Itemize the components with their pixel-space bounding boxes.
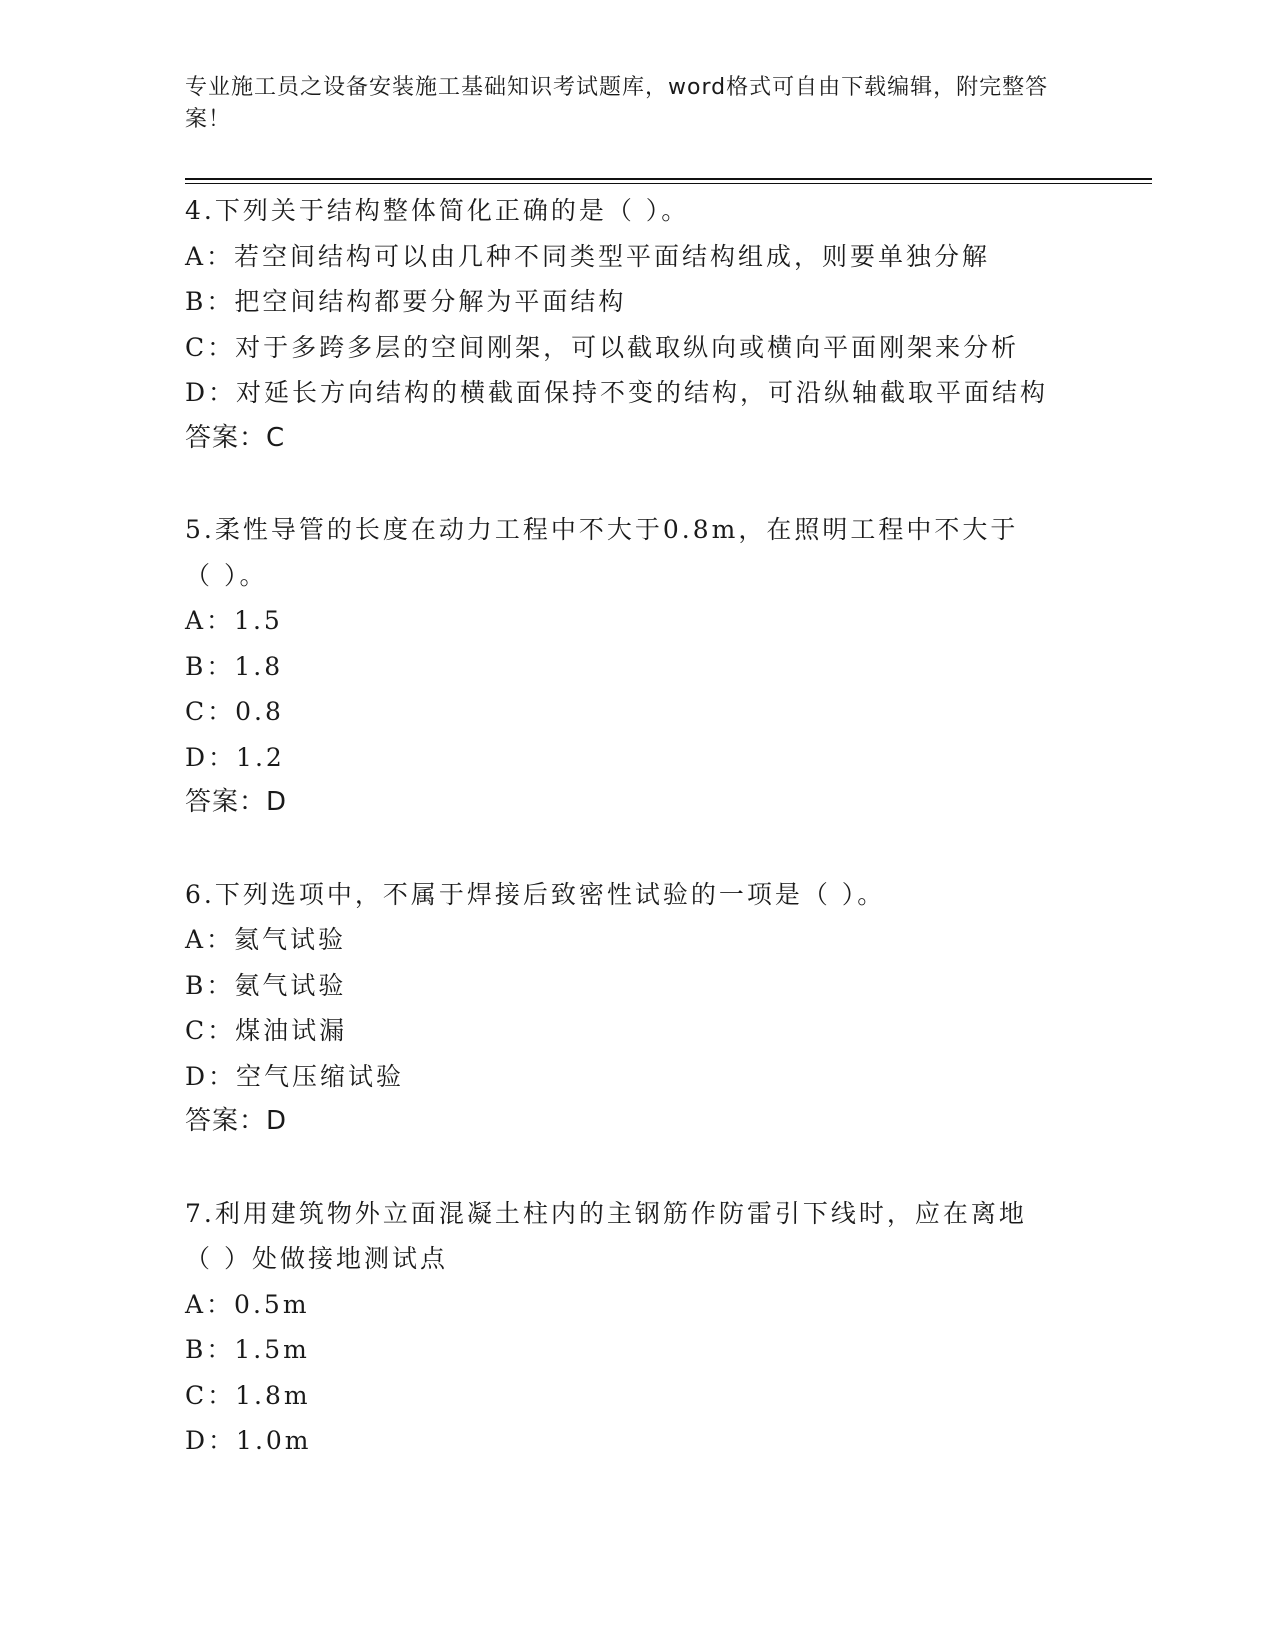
option-b: B：把空间结构都要分解为平面结构 [185,287,627,316]
question-list [185,188,1085,1464]
option-b: B：氨气试验 [185,970,347,1000]
document-header: 专业施工员之设备安装施工基础知识考试题库，word格式可自由下载编辑，附完整答案！ [185,75,1049,132]
spacer [185,826,1085,872]
option-d: D：1.0m [185,1426,312,1455]
question-stem: 5.柔性导管的长度在动力工程中不大于0.8m，在照明工程中不大于（ ）。 [185,515,1019,590]
spacer [185,1145,1085,1191]
spacer [185,461,1085,507]
option-b: B：1.5m [185,1335,310,1364]
header-rule-thin [185,183,1152,184]
answer: 答案：C [185,422,286,453]
question-4 [185,188,1085,461]
question-5 [185,507,1085,826]
option-a: A：0.5m [185,1289,310,1319]
option-a: A：氦气试验 [185,925,347,954]
option-b: B：1.8 [185,651,284,681]
answer: 答案：D [185,787,288,817]
option-a: A：1.5 [185,606,283,635]
answer: 答案：D [185,1106,288,1136]
option-c: C：对于多跨多层的空间刚架，可以截取纵向或横向平面刚架来分析 [185,332,1020,362]
option-d: D：1.2 [185,742,285,772]
option-c: C：1.8m [185,1380,311,1410]
question-6 [185,872,1085,1145]
option-c: C：0.8 [185,697,284,726]
question-stem: 4.下列关于结构整体简化正确的是（ ）。 [185,196,690,225]
option-a: A：若空间结构可以由几种不同类型平面结构组成，则要单独分解 [185,241,991,271]
option-d: D：空气压缩试验 [185,1061,405,1091]
question-stem: 6.下列选项中，不属于焊接后致密性试验的一项是（ ）。 [185,879,886,909]
question-stem: 7.利用建筑物外立面混凝土柱内的主钢筋作防雷引下线时，应在离地（ ）处做接地测试点 [185,1198,1027,1273]
header-rule-thick [185,178,1152,180]
option-c: C：煤油试漏 [185,1016,348,1045]
question-7 [185,1191,1085,1464]
option-d: D：对延长方向结构的横截面保持不变的结构，可沿纵轴截取平面结构 [185,378,1049,407]
